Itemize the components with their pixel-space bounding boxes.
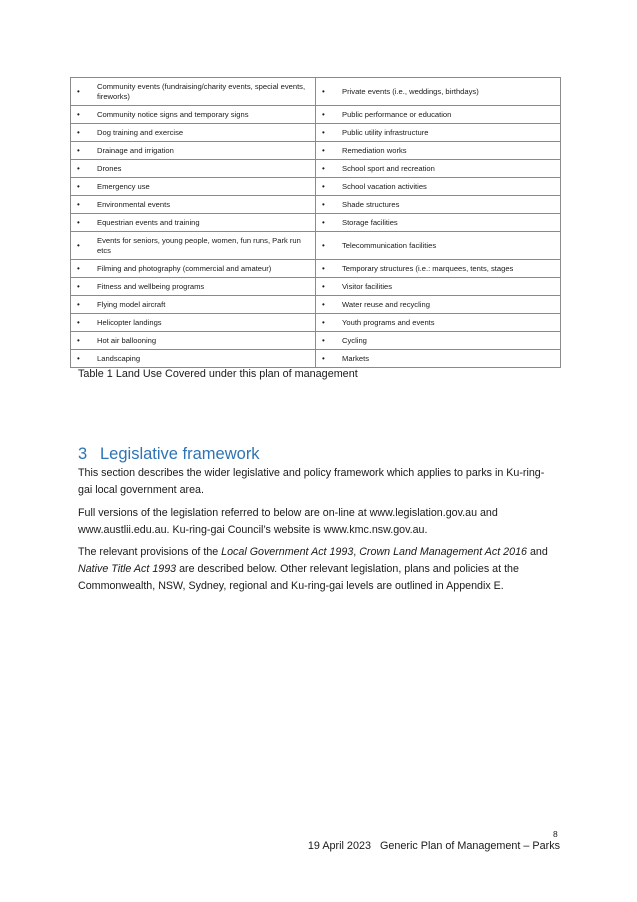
table-cell-right (316, 350, 561, 368)
table-row (71, 314, 561, 332)
table-cell-left (71, 142, 316, 160)
table-cell-right (316, 142, 561, 160)
bullet-icon: • (77, 163, 80, 173)
p3-text-b: , (353, 546, 360, 558)
bullet-icon: • (77, 281, 80, 291)
table-row (71, 124, 561, 142)
table-cell-right (316, 106, 561, 124)
paragraph-relevant-provisions (78, 544, 558, 595)
bullet-icon: • (77, 127, 80, 137)
bullet-icon: • (77, 86, 80, 96)
land-use-item: Drainage and irrigation (97, 145, 174, 155)
table-cell-left (71, 296, 316, 314)
bullet-icon: • (322, 163, 325, 173)
bullet-icon: • (322, 109, 325, 119)
table-cell-right (316, 178, 561, 196)
table-row (71, 178, 561, 196)
table-cell-left (71, 124, 316, 142)
section-number: 3 (78, 445, 88, 463)
table-cell-right (316, 124, 561, 142)
table-cell-left (71, 214, 316, 232)
bullet-icon: • (322, 145, 325, 155)
bullet-icon: • (322, 217, 325, 227)
table-cell-left (71, 78, 316, 106)
table-row (71, 160, 561, 178)
land-use-item: Equestrian events and training (97, 217, 200, 227)
table-cell-left (71, 178, 316, 196)
land-use-item: School vacation activities (342, 181, 427, 191)
table-caption: Table 1 Land Use Covered under this plan of management (78, 368, 358, 380)
bullet-icon: • (322, 263, 325, 273)
land-use-item: Private events (i.e., weddings, birthdays) (342, 86, 479, 96)
table-cell-left (71, 196, 316, 214)
table-row (71, 278, 561, 296)
table-row (71, 332, 561, 350)
footer-text: 19 April 2023 Generic Plan of Management – Parks (307, 840, 560, 852)
table-row (71, 214, 561, 232)
bullet-icon: • (322, 335, 325, 345)
page-number: 8 (553, 829, 558, 839)
section-heading (78, 445, 260, 464)
bullet-icon: • (77, 217, 80, 227)
land-use-item: Hot air ballooning (97, 335, 157, 345)
table-cell-right (316, 78, 561, 106)
land-use-item: School sport and recreation (342, 163, 435, 173)
table-row (71, 350, 561, 368)
act-local-government: Local Government Act 1993 (221, 546, 354, 558)
act-native-title: Native Title Act 1993 (78, 563, 177, 575)
bullet-icon: • (77, 109, 80, 119)
table-cell-left (71, 332, 316, 350)
act-crown-land: Crown Land Management Act 2016 (359, 546, 527, 558)
land-use-item: Events for seniors, young people, women, fun runs, Park run etcs (97, 235, 301, 255)
paragraph-intro: This section describes the wider legislative and policy framework which applies to parks in Ku-ring-gai local government area. (78, 467, 545, 496)
land-use-item: Community notice signs and temporary signs (97, 109, 249, 119)
bullet-icon: • (77, 299, 80, 309)
table-cell-right (316, 160, 561, 178)
bullet-icon: • (322, 353, 325, 363)
land-use-item: Landscaping (97, 353, 141, 363)
land-use-item: Helicopter landings (97, 317, 162, 327)
table-cell-left (71, 314, 316, 332)
table-cell-right (316, 232, 561, 260)
land-use-item: Visitor facilities (342, 281, 393, 291)
land-use-item: Public performance or education (342, 109, 452, 119)
land-use-table (70, 77, 561, 368)
table-cell-left (71, 106, 316, 124)
table-row (71, 142, 561, 160)
bullet-icon: • (77, 199, 80, 209)
bullet-icon: • (77, 181, 80, 191)
table-cell-right (316, 314, 561, 332)
p3-text-a: The relevant provisions of the (78, 546, 222, 558)
paragraph-legislation-links: Full versions of the legislation referred to below are on-line at www.legislation.gov.au and www.austlii.edu.au. Ku-ring-gai Council’s website is www.kmc.nsw.gov.au. (78, 507, 498, 536)
bullet-icon: • (77, 263, 80, 273)
bullet-icon: • (322, 86, 325, 96)
bullet-icon: • (322, 317, 325, 327)
land-use-item: Drones (97, 163, 122, 173)
land-use-item: Filming and photography (commercial and amateur) (97, 263, 272, 273)
table-cell-right (316, 296, 561, 314)
land-use-item: Public utility infrastructure (342, 127, 429, 137)
land-use-item: Fitness and wellbeing programs (97, 281, 205, 291)
land-use-item: Water reuse and recycling (342, 299, 430, 309)
bullet-icon: • (322, 281, 325, 291)
bullet-icon: • (77, 335, 80, 345)
section-title: Legislative framework (100, 445, 260, 463)
table-row (71, 78, 561, 106)
land-use-item: Youth programs and events (342, 317, 435, 327)
table-cell-left (71, 278, 316, 296)
land-use-item: Dog training and exercise (97, 127, 184, 137)
land-use-item: Remediation works (342, 145, 407, 155)
table-cell-right (316, 260, 561, 278)
table-row (71, 296, 561, 314)
bullet-icon: • (322, 240, 325, 250)
bullet-icon: • (322, 199, 325, 209)
land-use-table-body (71, 78, 561, 368)
table-cell-left (71, 232, 316, 260)
bullet-icon: • (322, 181, 325, 191)
bullet-icon: • (77, 317, 80, 327)
bullet-icon: • (77, 145, 80, 155)
bullet-icon: • (77, 353, 80, 363)
p3-text-c: and (526, 546, 548, 558)
table-row (71, 196, 561, 214)
table-cell-left (71, 260, 316, 278)
land-use-item: Cycling (342, 335, 367, 345)
table-cell-right (316, 214, 561, 232)
land-use-item: Markets (342, 353, 370, 363)
table-cell-left (71, 160, 316, 178)
land-use-item: Community events (fundraising/charity events, special events, fireworks) (97, 81, 306, 101)
table-cell-right (316, 278, 561, 296)
land-use-item: Shade structures (342, 199, 400, 209)
land-use-item: Environmental events (97, 199, 171, 209)
land-use-item: Emergency use (97, 181, 150, 191)
p3-text-d: are described below. Other relevant legislation, plans and policies at the Commonwealth, NSW, Sydney, regional and Ku-ring-gai levels are outlined in Appendix E. (78, 563, 519, 592)
table-cell-left (71, 350, 316, 368)
land-use-item: Flying model aircraft (97, 299, 166, 309)
bullet-icon: • (322, 299, 325, 309)
bullet-icon: • (77, 240, 80, 250)
table-row (71, 232, 561, 260)
land-use-item: Storage facilities (342, 217, 398, 227)
table-row (71, 260, 561, 278)
land-use-item: Temporary structures (i.e.: marquees, tents, stages (342, 263, 514, 273)
land-use-item: Telecommunication facilities (342, 240, 437, 250)
bullet-icon: • (322, 127, 325, 137)
table-cell-right (316, 196, 561, 214)
table-row (71, 106, 561, 124)
table-cell-right (316, 332, 561, 350)
